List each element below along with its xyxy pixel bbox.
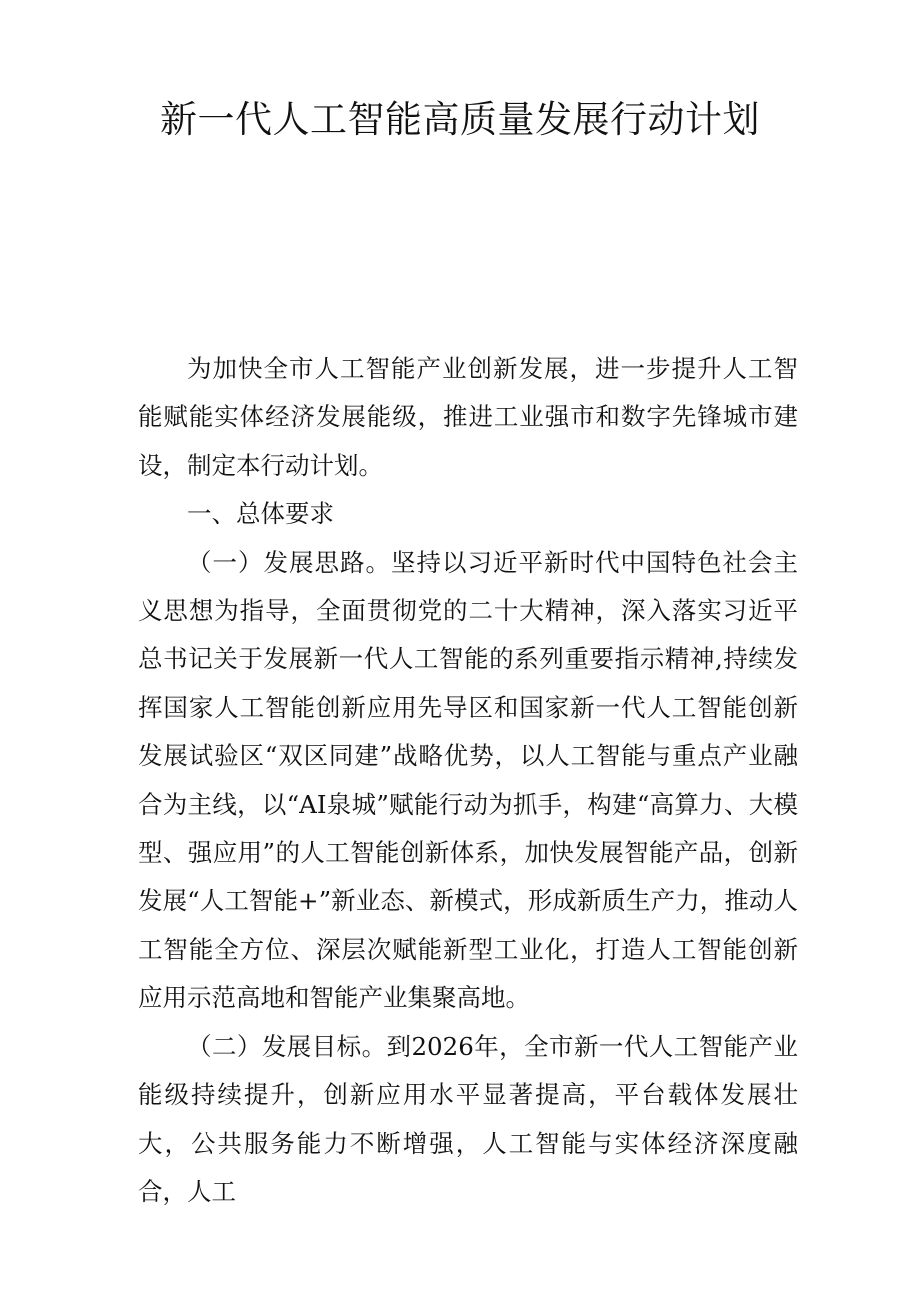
- document-body: [138, 345, 798, 1216]
- paragraph-development-goals: （二）发展目标。到2026年，全市新一代人工智能产业能级持续提升，创新应用水平显著提高，平台载体发展壮大，公共服务能力不断增强，人工智能与实体经济深度融合，人工: [138, 1031, 798, 1206]
- document-title: 新一代人工智能高质量发展行动计划: [160, 98, 760, 141]
- paragraph-development-approach: （一）发展思路。坚持以习近平新时代中国特色社会主义思想为指导，全面贯彻党的二十大精神，深入落实习近平总书记关于发展新一代人工智能的系列重要指示精神,持续发挥国家人工智能创新应用先导区和国家新一代人工智能创新发展试验区“双区同建”战略优势，以人工智能与重点产业融合为主线，以“AI泉城”赋能行动为抓手，构建“高算力、大模型、强应用”的人工智能创新体系，加快发展智能产品，创新发展“人工智能+”新业态、新模式，形成新质生产力，推动人工智能全方位、深层次赋能新型工业化，打造人工智能创新应用示范高地和智能产业集聚高地。: [138, 547, 798, 1013]
- section-heading-general-requirements: 一、总体要求: [187, 499, 334, 529]
- intro-paragraph: 为加快全市人工智能产业创新发展，进一步提升人工智能赋能实体经济发展能级，推进工业强市和数字先锋城市建设，制定本行动计划。: [138, 354, 798, 480]
